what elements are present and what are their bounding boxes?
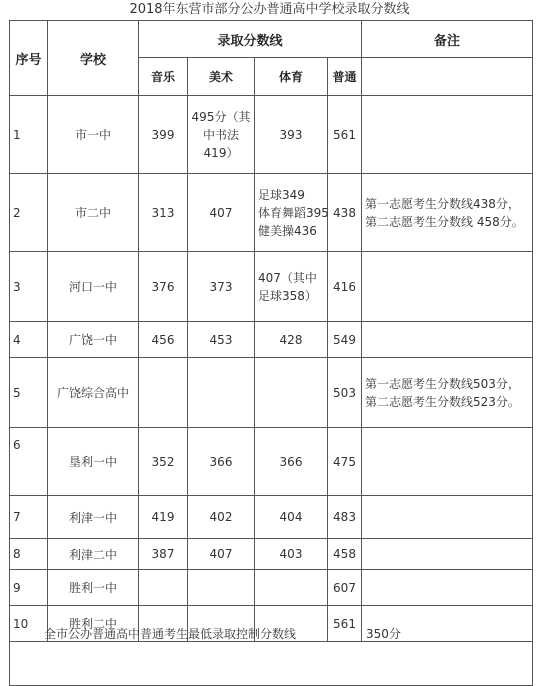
cell-art xyxy=(188,174,255,252)
cell-general: 561 xyxy=(328,96,362,174)
cell-sports xyxy=(255,174,328,252)
score-table xyxy=(9,20,533,686)
header-sports: 体育 xyxy=(255,58,328,96)
cell-art xyxy=(188,322,255,358)
cell-line: 366 xyxy=(279,454,303,469)
cell-remark xyxy=(362,322,533,358)
cell-line: 373 xyxy=(209,279,233,294)
cell-general: 607 xyxy=(328,570,362,606)
cell-line: 393 xyxy=(279,127,303,142)
cell-line: 453 xyxy=(209,332,233,347)
cell-school: 利津二中 xyxy=(48,539,139,570)
cell-art xyxy=(188,358,255,428)
cell-line: 第一志愿考生分数线438分， xyxy=(365,196,520,211)
footer-label: 全市公办普通高中普通考生最低录取控制分数线 xyxy=(44,627,297,641)
cell-general: 483 xyxy=(328,496,362,539)
cell-line: 407 xyxy=(209,205,233,220)
cell-sports xyxy=(255,428,328,496)
cell-art xyxy=(188,428,255,496)
cell-general: 549 xyxy=(328,322,362,358)
footer-value: 350分 xyxy=(366,627,401,641)
cell-line: 403 xyxy=(279,547,303,561)
cell-remark xyxy=(362,96,533,174)
cell-seq: 8 xyxy=(10,539,48,570)
cell-line: 健美操436 xyxy=(258,223,317,238)
footer-row xyxy=(10,642,533,686)
cell-line: 366 xyxy=(209,454,233,469)
header-score-group: 录取分数线 xyxy=(139,21,362,58)
cell-art xyxy=(188,539,255,570)
cell-sports xyxy=(255,322,328,358)
cell-sports xyxy=(255,539,328,570)
cell-remark xyxy=(362,358,533,428)
cell-line: 体育舞蹈395 xyxy=(258,205,329,220)
cell-school: 胜利二中 xyxy=(48,606,139,642)
cell-music: 352 xyxy=(139,428,188,496)
table-row xyxy=(10,174,533,252)
cell-line: 第一志愿考生分数线503分， xyxy=(365,376,520,391)
cell-sports xyxy=(255,570,328,606)
cell-art xyxy=(188,252,255,322)
cell-remark xyxy=(362,570,533,606)
cell-seq: 2 xyxy=(10,174,48,252)
cell-seq: 3 xyxy=(10,252,48,322)
cell-line: 足球349 xyxy=(258,187,305,202)
table-row xyxy=(10,539,533,570)
cell-remark xyxy=(362,252,533,322)
cell-general: 561 xyxy=(328,606,362,642)
cell-art xyxy=(188,96,255,174)
cell-music: 399 xyxy=(139,96,188,174)
cell-school: 河口一中 xyxy=(48,252,139,322)
cell-seq: 10 xyxy=(10,606,48,642)
cell-music: 376 xyxy=(139,252,188,322)
cell-line: 第二志愿考生分数线523分。 xyxy=(365,394,520,409)
cell-seq: 1 xyxy=(10,96,48,174)
cell-general: 416 xyxy=(328,252,362,322)
cell-line: 402 xyxy=(209,510,233,524)
cell-sports xyxy=(255,496,328,539)
cell-line: 第二志愿考生分数线 458分。 xyxy=(365,214,524,229)
cell-art xyxy=(188,570,255,606)
cell-sports xyxy=(255,358,328,428)
cell-remark xyxy=(362,496,533,539)
header-art: 美术 xyxy=(188,58,255,96)
cell-line: 495分（其 xyxy=(191,109,251,124)
cell-line: 407 xyxy=(209,547,233,561)
cell-seq: 9 xyxy=(10,570,48,606)
cell-music: 387 xyxy=(139,539,188,570)
cell-general: 503 xyxy=(328,358,362,428)
page-title: 2018年东营市部分公办普通高中学校录取分数线 xyxy=(129,2,410,17)
cell-line: 足球358） xyxy=(258,288,317,303)
header-remark: 备注 xyxy=(362,21,533,58)
cell-line: 404 xyxy=(279,510,303,524)
table-row xyxy=(10,428,533,496)
cell-remark xyxy=(362,539,533,570)
cell-seq: 4 xyxy=(10,322,48,358)
cell-school: 广饶一中 xyxy=(48,322,139,358)
cell-school: 市一中 xyxy=(48,96,139,174)
cell-general: 475 xyxy=(328,428,362,496)
cell-school: 市二中 xyxy=(48,174,139,252)
cell-line: 407（其中 xyxy=(258,270,317,285)
cell-general: 438 xyxy=(328,174,362,252)
cell-line: 428 xyxy=(279,332,303,347)
cell-line: 419） xyxy=(203,145,239,160)
header-remark-blank xyxy=(362,58,533,96)
cell-music xyxy=(139,358,188,428)
cell-seq: 5 xyxy=(10,358,48,428)
cell-remark xyxy=(362,174,533,252)
table-row xyxy=(10,496,533,539)
cell-music: 456 xyxy=(139,322,188,358)
cell-music xyxy=(139,570,188,606)
table-row xyxy=(10,358,533,428)
cell-school: 垦利一中 xyxy=(48,428,139,496)
cell-sports xyxy=(255,96,328,174)
table-row xyxy=(10,96,533,174)
table-row xyxy=(10,570,533,606)
cell-school: 胜利一中 xyxy=(48,570,139,606)
table-row xyxy=(10,252,533,322)
cell-remark xyxy=(362,428,533,496)
table-row xyxy=(10,322,533,358)
cell-general: 458 xyxy=(328,539,362,570)
header-seq: 序号 xyxy=(10,21,48,96)
cell-sports xyxy=(255,252,328,322)
header-music: 音乐 xyxy=(139,58,188,96)
cell-line: 中书法 xyxy=(202,127,239,142)
cell-school: 利津一中 xyxy=(48,496,139,539)
cell-seq: 6 xyxy=(10,428,48,496)
header-school: 学校 xyxy=(48,21,139,96)
table-body xyxy=(10,96,533,642)
cell-music: 313 xyxy=(139,174,188,252)
header-general: 普通 xyxy=(328,58,362,96)
cell-seq: 7 xyxy=(10,496,48,539)
cell-art xyxy=(188,496,255,539)
cell-school: 广饶综合高中 xyxy=(48,358,139,428)
cell-music: 419 xyxy=(139,496,188,539)
